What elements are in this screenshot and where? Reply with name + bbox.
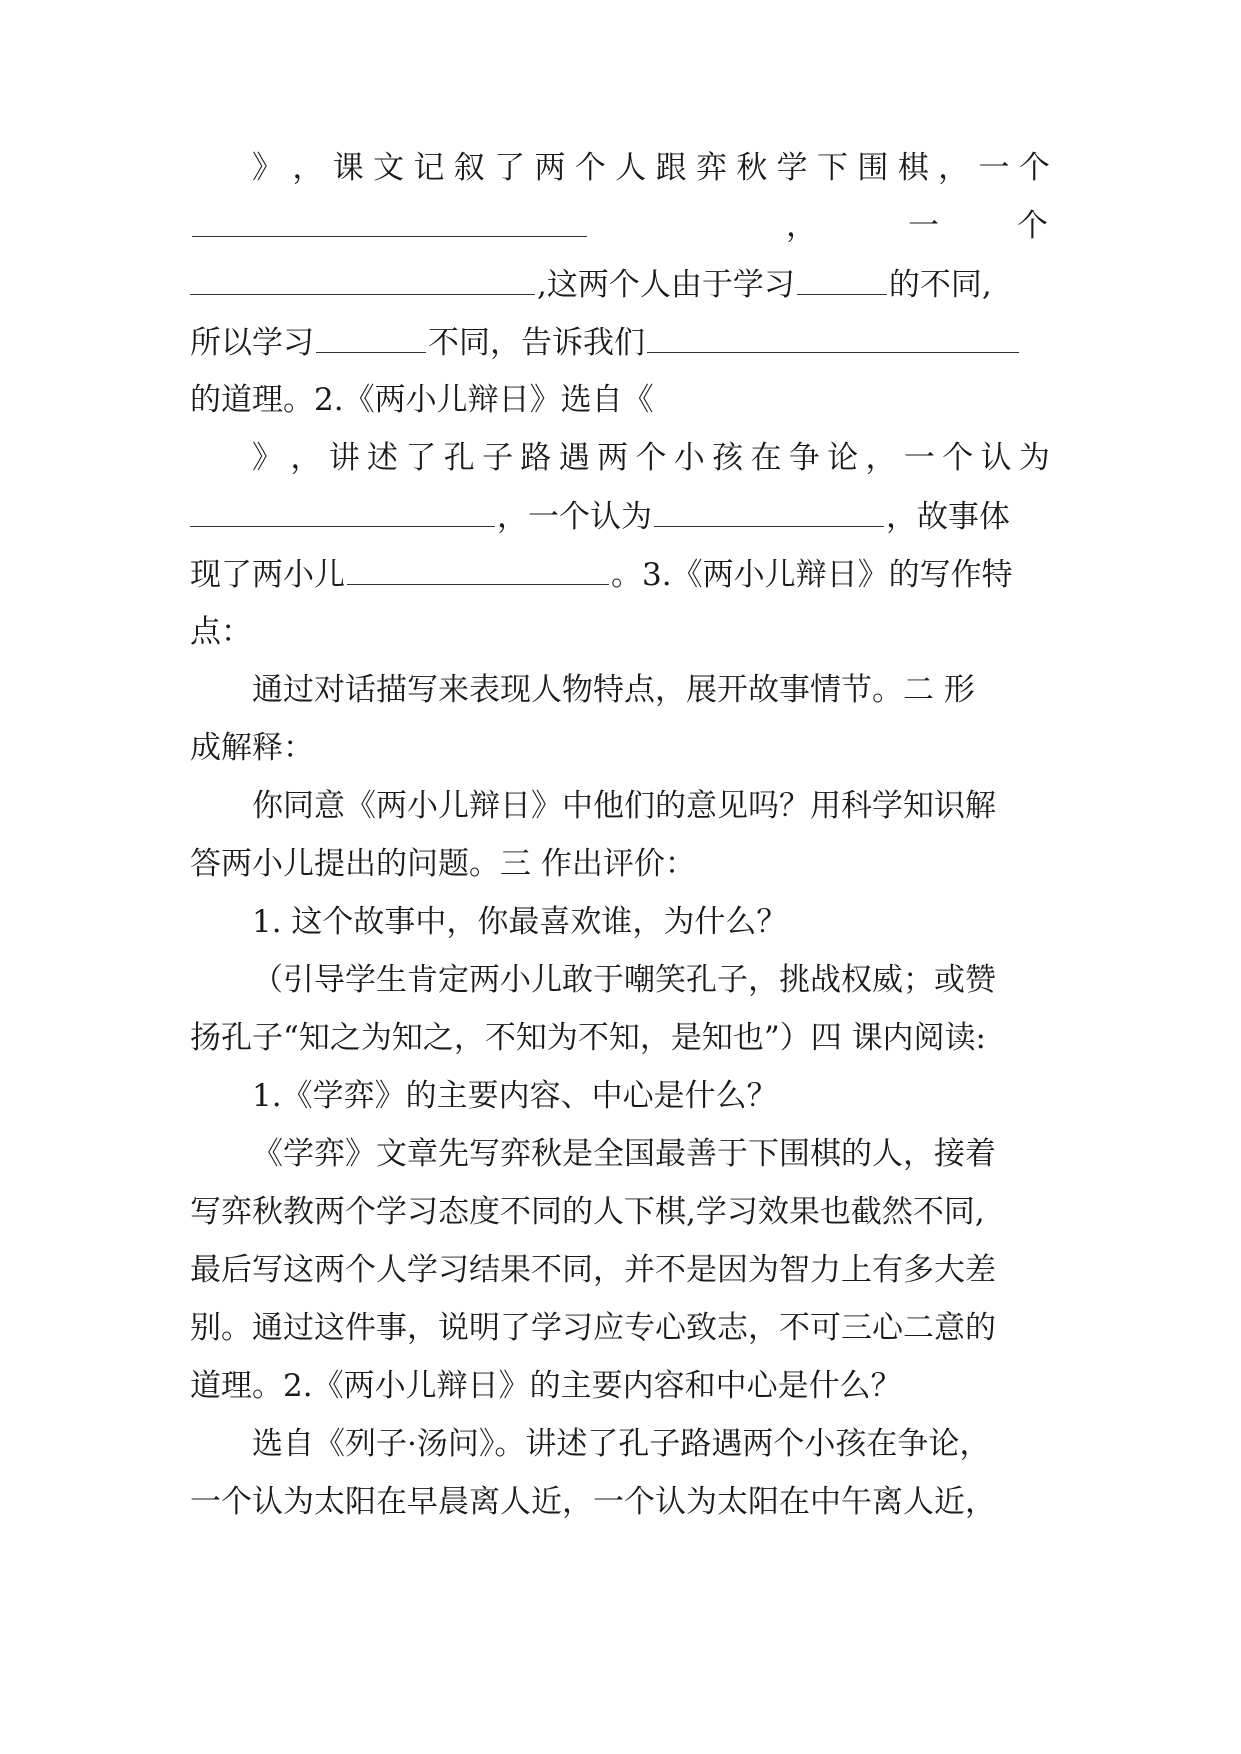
char: 》 <box>252 440 283 476</box>
text-line-13: 答两小儿提出的问题。三 作出评价： <box>190 846 696 882</box>
text: 现了两小儿 <box>190 557 345 593</box>
text-line-2 <box>190 206 1050 246</box>
answer-blank[interactable] <box>190 264 535 295</box>
text-line-20: 最后写这两个人学习结果不同，并不是因为智力上有多大差 <box>190 1252 996 1288</box>
text-line-3 <box>190 264 1050 304</box>
text-line-12: 你同意《两小儿辩日》中他们的意见吗？用科学知识解 <box>252 788 996 824</box>
text: 所以学习 <box>190 325 314 361</box>
char: 小 <box>673 440 705 476</box>
text: ，一个认为 <box>497 499 652 535</box>
text: 。3.《两小儿辩日》的写作特 <box>611 557 1013 593</box>
text-line-10: 通过对话描写来表现人物特点，展开故事情节。二 形 <box>252 672 975 708</box>
text-line-5: 的道理。2.《两小儿辩日》选自《 <box>190 382 654 418</box>
char: ， <box>290 440 322 476</box>
text-line-18: 《学弈》文章先写弈秋是全国最善于下围棋的人，接着 <box>252 1136 996 1172</box>
char: ， <box>292 150 324 186</box>
answer-blank[interactable] <box>316 322 426 353</box>
answer-blank[interactable] <box>192 206 587 237</box>
char: 遇 <box>558 440 590 476</box>
text-line-1 <box>252 148 1050 188</box>
char: 了 <box>494 150 526 186</box>
char: 述 <box>367 440 399 476</box>
text-line-14: 1. 这个故事中，你最喜欢谁，为什么？ <box>252 904 788 940</box>
text: ,这两个人由于学习 <box>537 267 795 303</box>
char: 两 <box>597 440 629 476</box>
text-line-17: 1.《学弈》的主要内容、中心是什么？ <box>252 1078 778 1114</box>
text-line-19: 写弈秋教两个学习态度不同的人下棋,学习效果也截然不同, <box>190 1194 985 1230</box>
answer-blank[interactable] <box>647 322 1019 353</box>
char: 子 <box>482 440 514 476</box>
char: 个 <box>574 150 606 186</box>
char: 两 <box>534 150 566 186</box>
text-line-22: 道理。2.《两小儿辩日》的主要内容和中心是什么？ <box>190 1368 902 1404</box>
answer-blank[interactable] <box>190 496 495 527</box>
char: 认 <box>980 440 1012 476</box>
char: 争 <box>788 440 820 476</box>
char: 叙 <box>453 150 485 186</box>
char: 文 <box>373 150 405 186</box>
char: 围 <box>857 150 889 186</box>
text-line-7 <box>190 496 1050 536</box>
char: 个 <box>635 440 667 476</box>
text-line-16: 扬孔子“知之为知之，不知为不知，是知也”）四 课内阅读: <box>190 1020 986 1056</box>
text: ，故事体 <box>886 499 1010 535</box>
char: 孔 <box>443 440 475 476</box>
text-line-6 <box>252 438 1050 478</box>
char: 孩 <box>712 440 744 476</box>
char: 在 <box>750 440 782 476</box>
answer-blank[interactable] <box>347 554 609 585</box>
char: 讲 <box>328 440 360 476</box>
char: 论 <box>827 440 859 476</box>
char: 一 <box>903 440 935 476</box>
answer-blank[interactable] <box>654 496 884 527</box>
answer-blank[interactable] <box>797 264 887 295</box>
char: 》 <box>252 150 283 186</box>
char: 棋 <box>897 150 929 186</box>
text: 的不同, <box>888 267 992 303</box>
char: 记 <box>413 150 445 186</box>
char: 下 <box>817 150 849 186</box>
char: 跟 <box>655 150 687 186</box>
text-line-4 <box>190 322 1050 362</box>
char: 个 <box>942 440 974 476</box>
char: 课 <box>332 150 364 186</box>
text-line-8 <box>190 554 1050 594</box>
text-line-15: （引导学生肯定两小儿敢于嘲笑孔子，挑战权威；或赞 <box>252 962 996 998</box>
text-line-11: 成解释： <box>190 730 314 766</box>
char: 弈 <box>695 150 727 186</box>
char: 个 <box>1018 150 1050 186</box>
char: ， <box>938 150 970 186</box>
char: 路 <box>520 440 552 476</box>
text-line-21: 别。通过这件事，说明了学习应专心致志，不可三心二意的 <box>190 1310 996 1346</box>
char: 了 <box>405 440 437 476</box>
text: 不同，告诉我们 <box>428 325 645 361</box>
text-line-23: 选自《列子·汤问》。讲述了孔子路遇两个小孩在争论， <box>252 1426 991 1462</box>
word: 一 <box>908 208 939 244</box>
char: 人 <box>615 150 647 186</box>
word: 个 <box>1017 208 1048 244</box>
char: 学 <box>776 150 808 186</box>
text-line-24: 一个认为太阳在早晨离人近，一个认为太阳在中午离人近， <box>190 1484 996 1520</box>
char: 秋 <box>736 150 768 186</box>
char: 为 <box>1018 440 1050 476</box>
text-line-9: 点： <box>190 614 252 650</box>
char: 一 <box>978 150 1010 186</box>
punct: ， <box>786 208 817 244</box>
char: ， <box>865 440 897 476</box>
